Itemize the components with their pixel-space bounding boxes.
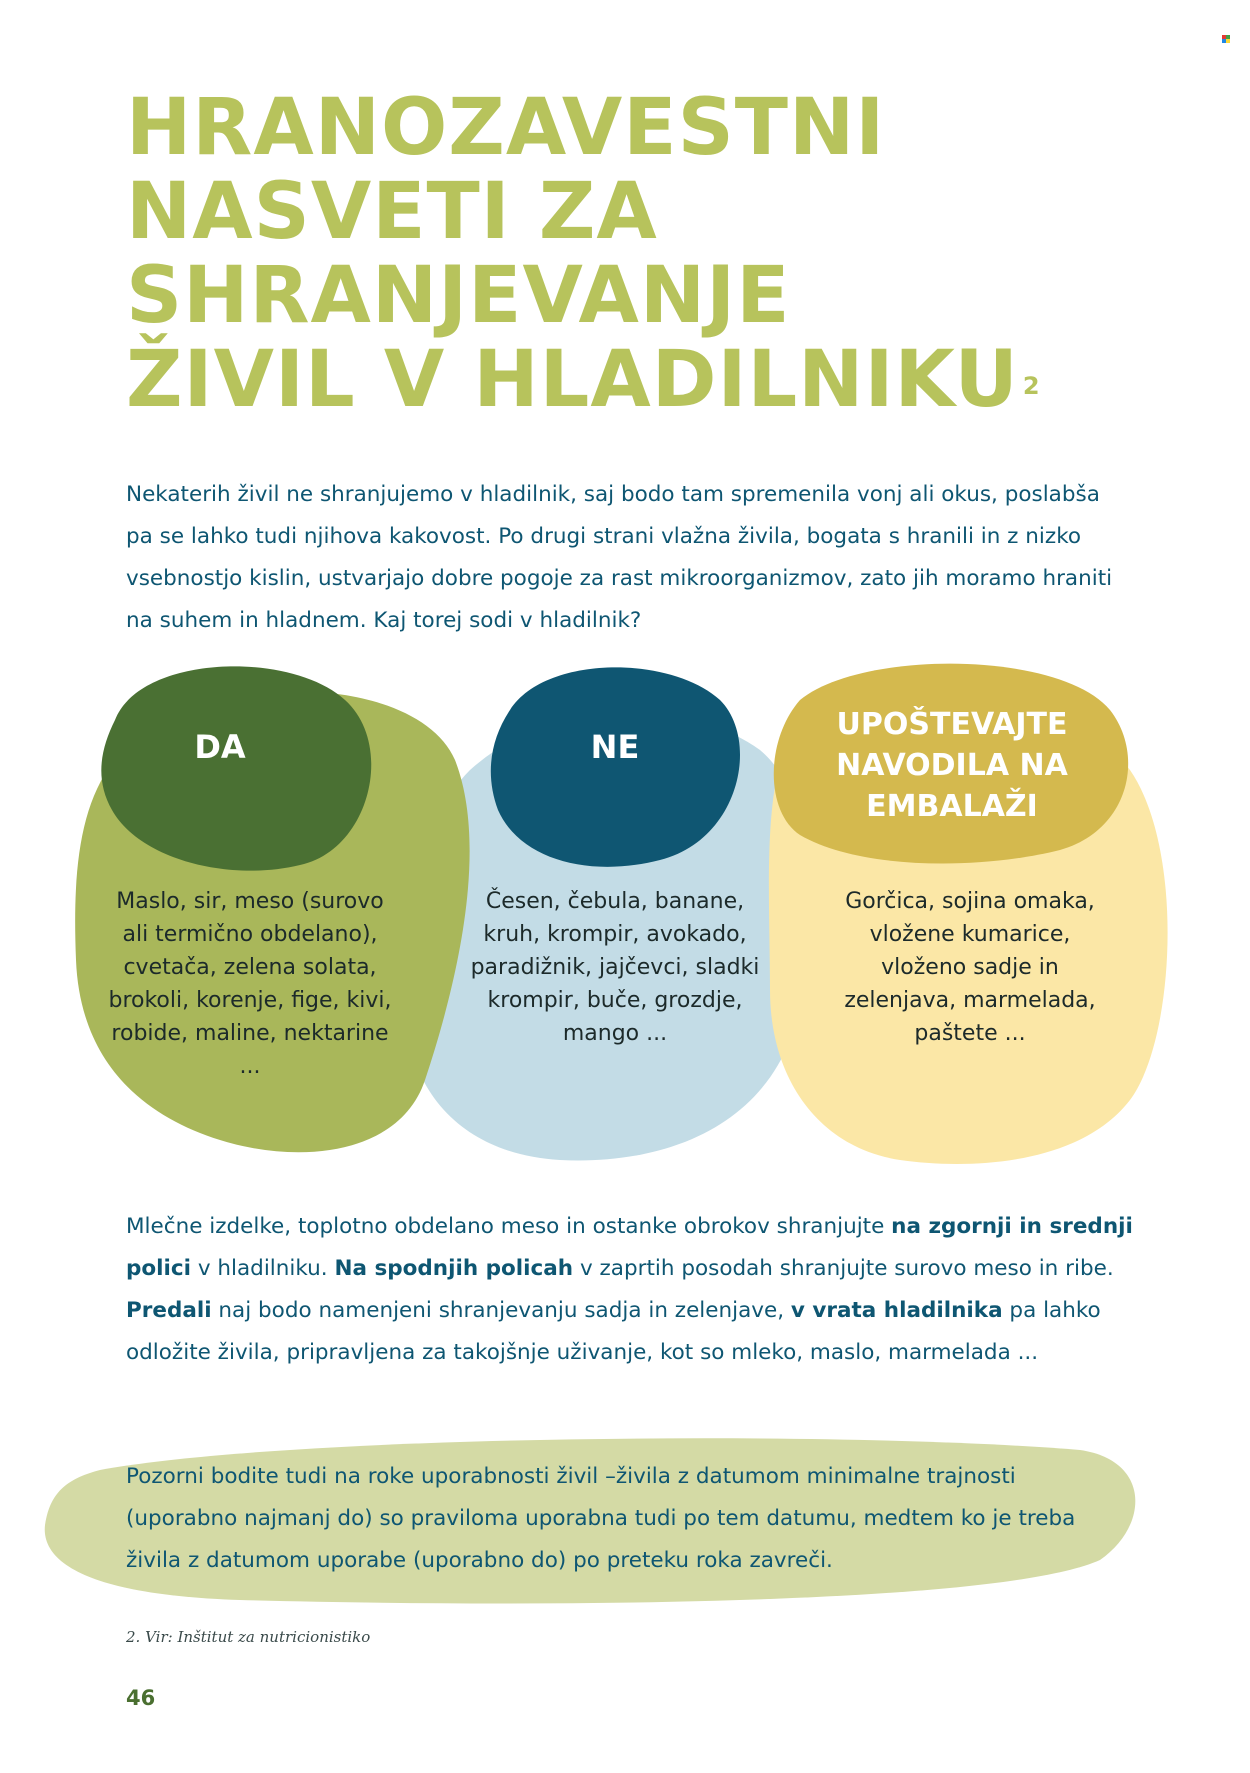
storage-text: v hladilniku. <box>191 1256 335 1281</box>
storage-text: naj bodo namenjeni shranjevanju sadja in zelenjave, <box>211 1298 791 1323</box>
storage-text: pa lahko odložite živila, pripravljena za takojšnje uživanje, kot so mleko, maslo, marmelada ... <box>126 1298 1101 1365</box>
title-line: SHRANJEVANJE <box>126 251 791 341</box>
intro-paragraph: Nekaterih živil ne shranjujemo v hladilnik, saj bodo tam spremenila vonj ali okus, poslabša pa se lahko tudi njihova kakovost. Po drugi strani vlažna živila, bogata s hranili in z nizko vsebnostjo kislin, ustvarjajo dobre pogoje za rast mikroorganizmov, zato jih moramo hraniti na suhem in hladnem. Kaj torej sodi v hladilnik? <box>126 482 1113 633</box>
title-line: ŽIVIL V HLADILNIKU <box>126 335 1019 425</box>
title-line: NASVETI ZA <box>126 167 658 257</box>
footnote: 2. Vir: Inštitut za nutricionistiko <box>126 1628 371 1646</box>
storage-emphasis: Predali <box>126 1298 212 1323</box>
navodila-items: Gorčica, sojina omaka, vložene kumarice, vloženo sadje in zelenjava, marmelada, paštete ... <box>844 889 1096 1046</box>
expiry-notice <box>40 1430 1150 1610</box>
storage-emphasis: v vrata hladilnika <box>790 1298 1003 1323</box>
title-line-last <box>126 335 1106 425</box>
storage-text: Mlečne izdelke, toplotno obdelano meso in ostanke obrokov shranjujte <box>126 1214 892 1239</box>
navodila-heading: UPOŠTEVAJTE NAVODILA NA EMBALAŽI <box>836 707 1068 824</box>
storage-emphasis: Na spodnjih policah <box>334 1256 574 1281</box>
ne-head-blob <box>491 667 740 866</box>
footnote-reference: 2 <box>1022 372 1041 400</box>
ne-items: Česen, čebula, banane, kruh, krompir, avokado, paradižnik, jajčevci, sladki krompir, buče, grozdje, mango ... <box>470 889 760 1046</box>
da-head-blob <box>101 666 371 870</box>
da-heading: DA <box>194 728 246 766</box>
ne-heading: NE <box>590 728 640 766</box>
page-title <box>126 83 1106 425</box>
storage-emphasis: na zgornji in srednji polici <box>126 1214 1133 1281</box>
notice-text: Pozorni bodite tudi na roke uporabnosti živil –živila z datumom minimalne trajnosti (uporabno najmanj do) so praviloma uporabna tudi po tem datumu, medtem ko je treba živila z datumom uporabe (uporabno do) po preteku roka zavreči. <box>126 1464 1076 1573</box>
corner-color-mark <box>1222 35 1230 43</box>
title-line: HRANOZAVESTNI <box>126 83 886 173</box>
storage-text: v zaprtih posodah shranjujte surovo meso in ribe. <box>573 1256 1114 1281</box>
page-number: 46 <box>126 1686 156 1710</box>
storage-categories <box>0 660 1250 1180</box>
da-items: Maslo, sir, meso (surovo ali termično obdelano), cvetača, zelena solata, brokoli, korenje, fige, kivi, robide, maline, nektarine ... <box>108 889 392 1079</box>
storage-advice-paragraph <box>126 1206 1136 1374</box>
